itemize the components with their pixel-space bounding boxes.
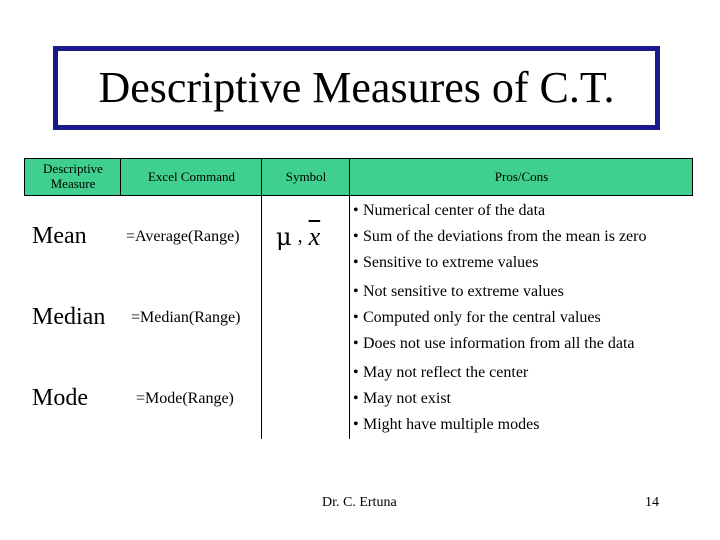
bullet: • [353,309,359,326]
header-symbol [262,159,350,195]
header-excel-command [121,159,262,195]
list-item [353,224,646,250]
pros-cons-list [353,360,539,438]
bullet: • [353,202,359,219]
bullet: • [353,335,359,352]
header-descriptive-measure-label: Descriptive Measure [43,161,103,191]
list-item [353,305,634,331]
table-row [24,196,693,277]
bullet: • [353,416,359,433]
measure-name: Median [32,304,106,330]
pros-cons-text: May not exist [363,390,451,407]
list-item [353,198,646,224]
list-item [353,331,634,357]
pros-cons-list [353,198,646,276]
pros-cons-list [353,279,634,357]
excel-command: =Average(Range) [126,227,240,245]
header-descriptive-measure [25,159,121,195]
measures-table [24,158,693,439]
list-item [353,412,539,438]
list-item [353,279,634,305]
table-row [24,277,693,358]
pros-cons-text: Computed only for the central values [363,309,601,326]
mu-symbol: μ [276,222,292,251]
pros-cons-text: May not reflect the center [363,364,529,381]
measure-name: Mode [32,385,88,411]
pros-cons-text: Does not use information from all the data [363,335,635,352]
pros-cons-text: Numerical center of the data [363,202,546,219]
table-row [24,358,693,439]
header-excel-command-label: Excel Command [147,168,235,184]
header-pros-cons-label: Pros/Cons [494,168,549,184]
x-bar-symbol: $\overline{x}$ [308,221,321,251]
excel-command: =Mode(Range) [136,389,234,407]
page-number: 14 [645,495,659,510]
measure-name: Mean [32,223,87,249]
header-divider [120,158,121,196]
bullet: • [353,283,359,300]
pros-cons-text: Might have multiple modes [363,416,540,433]
bullet: • [353,390,359,407]
list-item [353,250,646,276]
pros-cons-text: Sensitive to extreme values [363,254,539,271]
pros-cons-text: Sum of the deviations from the mean is zero [363,228,647,245]
excel-command: =Median(Range) [131,308,241,326]
header-symbol-label: Symbol [285,168,327,184]
bullet: • [353,364,359,381]
list-item [353,360,539,386]
symbol [276,196,348,277]
header-pros-cons [350,159,693,195]
bullet: • [353,254,359,271]
list-item [353,386,539,412]
symbol-separator: , [297,225,303,247]
bullet: • [353,228,359,245]
table-header-row [24,158,693,196]
pros-cons-text: Not sensitive to extreme values [363,283,564,300]
slide-title: Descriptive Measures of C.T. [98,63,615,112]
title-box [53,46,660,130]
footer-author: Dr. C. Ertuna [322,495,397,510]
